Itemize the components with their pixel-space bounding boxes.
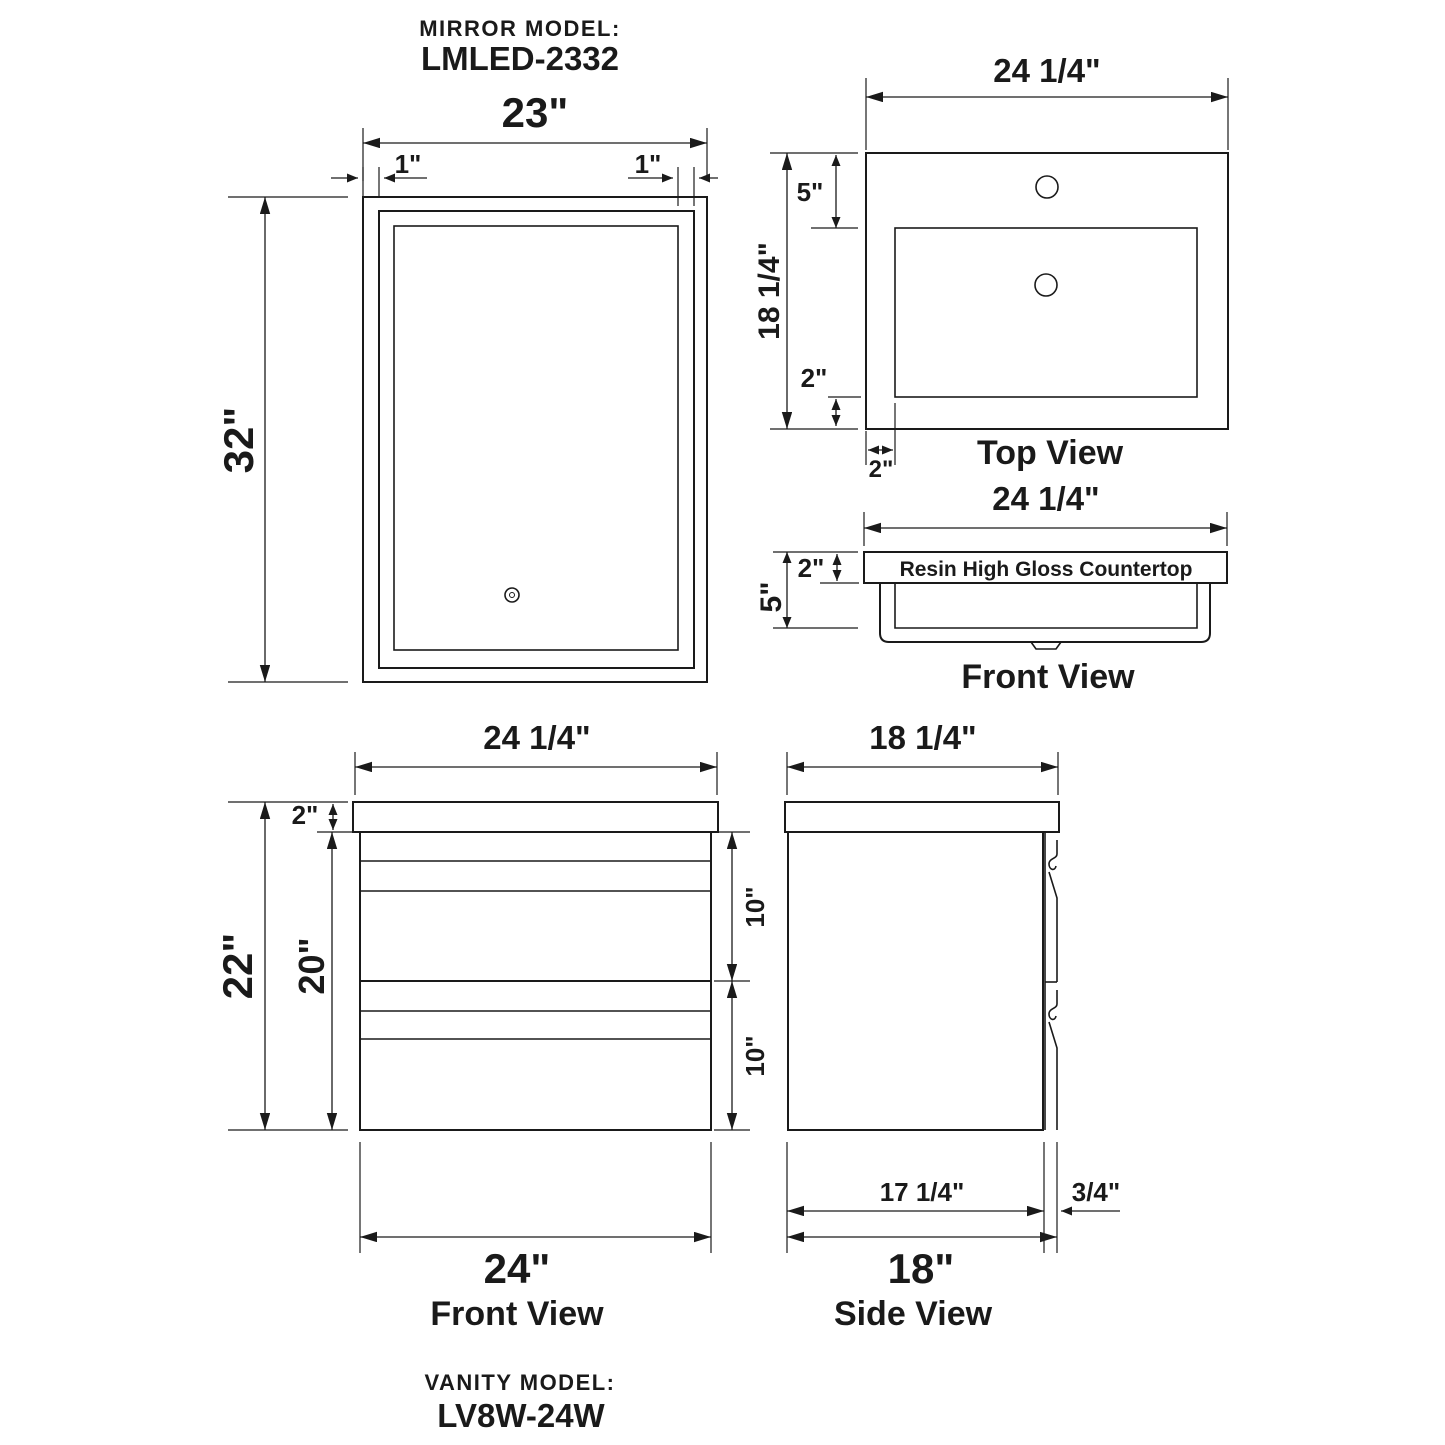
counter-height-label: 5" [755, 581, 788, 613]
drain-stub [1031, 642, 1061, 649]
drain-hole-icon [1035, 274, 1057, 296]
vanity-model-number: LV8W-24W [437, 1397, 605, 1434]
vanity-overall-height-label: 22" [214, 932, 261, 1000]
vanity-counter-thickness-label: 2" [291, 800, 319, 830]
countertop-front-view [755, 480, 1227, 696]
sink-bowl-outer [880, 583, 1210, 642]
vanity-cabinet-height-label: 20" [291, 937, 332, 995]
mirror-glass [394, 226, 678, 650]
footer [424, 1370, 615, 1434]
vanity-side-view [785, 719, 1120, 1333]
side-cabinet-depth-label: 17 1/4" [879, 1177, 965, 1207]
vanity-width-label: 24" [483, 1245, 551, 1292]
drawer2-height-label: 10" [740, 1035, 770, 1077]
mirror-width-label: 23" [501, 89, 569, 136]
top-view-title: Top View [976, 434, 1124, 472]
drawer1-pull-profile [1049, 840, 1057, 869]
countertop-material-label: Resin High Gloss Countertop [899, 558, 1193, 581]
top-view-width-label: 24 1/4" [993, 52, 1101, 89]
counter-front-title: Front View [961, 658, 1135, 696]
basin-outline [895, 228, 1197, 397]
vanity-front-view [214, 719, 770, 1333]
touch-sensor-dot-icon [510, 593, 515, 598]
touch-sensor-icon [505, 588, 519, 602]
side-cabinet-body [788, 832, 1043, 1130]
drawer1-front-edge [1049, 872, 1057, 982]
mirror-outer-frame [363, 197, 707, 682]
mirror-model-header: MIRROR MODEL: [419, 16, 621, 41]
mirror-view [215, 16, 718, 682]
front-thickness-label: 3/4" [1071, 1177, 1121, 1207]
vanity-countertop [353, 802, 718, 832]
countertop-outline [866, 153, 1228, 429]
mirror-height-label: 32" [215, 406, 262, 474]
side-view-title: Side View [833, 1295, 993, 1333]
mirror-inset-right-label: 1" [634, 149, 662, 179]
drawer2-pull-profile [1049, 990, 1057, 1019]
top-view-depth-label: 18 1/4" [753, 242, 786, 340]
vanity-model-header: VANITY MODEL: [424, 1370, 616, 1395]
faucet-offset-label: 5" [796, 177, 824, 207]
basin-left-offset-label: 2" [868, 456, 894, 483]
mirror-inset-left-label: 1" [394, 149, 422, 179]
side-top-depth-label: 18 1/4" [869, 719, 977, 756]
drawer2-front-edge [1049, 1022, 1057, 1130]
sink-top-view [753, 52, 1228, 483]
mirror-led-band [379, 211, 694, 668]
drawer1-height-label: 10" [740, 886, 770, 928]
counter-width-label: 24 1/4" [992, 480, 1100, 517]
mirror-model-number: LMLED-2332 [420, 40, 620, 77]
counter-thickness-label: 2" [797, 553, 825, 583]
side-overall-depth-label: 18" [887, 1245, 955, 1292]
basin-bottom-offset-label: 2" [800, 363, 828, 393]
faucet-hole-icon [1036, 176, 1058, 198]
sink-bowl-inner [895, 583, 1197, 628]
side-countertop [785, 802, 1059, 832]
vanity-front-title: Front View [430, 1295, 604, 1333]
vanity-top-width-label: 24 1/4" [483, 719, 591, 756]
